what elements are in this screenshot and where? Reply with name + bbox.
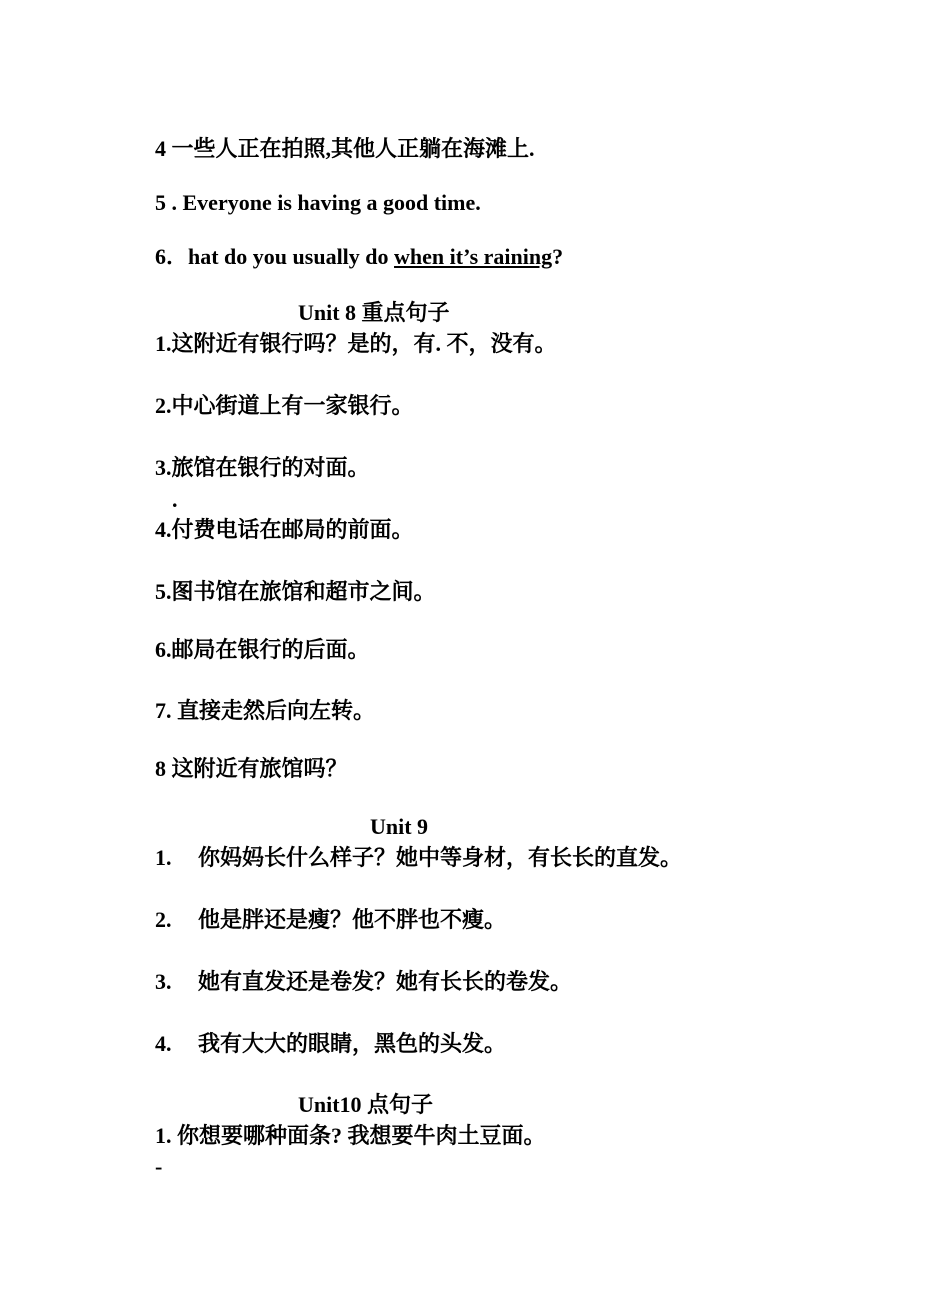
unit9-item-1 bbox=[155, 845, 682, 871]
unit9-item-2-num: 2. bbox=[155, 907, 172, 932]
unit9-item-4-text: 我有大大的眼睛，黑色的头发。 bbox=[198, 1031, 507, 1056]
unit9-item-1-num: 1. bbox=[155, 845, 172, 870]
unit8-item-5: 5.图书馆在旅馆和超市之间。 bbox=[155, 579, 436, 604]
sentence-u7-6-suffix: ? bbox=[552, 244, 564, 269]
unit8-item-1: 1.这附近有银行吗？是的，有. 不，没有。 bbox=[155, 331, 557, 356]
stray-dot: . bbox=[172, 487, 178, 512]
unit10-item-1: 1. 你想要哪种面条? 我想要牛肉土豆面。 bbox=[155, 1123, 546, 1148]
unit9-item-3-num: 3. bbox=[155, 969, 172, 994]
unit9-item-3-text: 她有直发还是卷发？她有长长的卷发。 bbox=[198, 969, 573, 994]
sentence-u7-5: 5 . Everyone is having a good time. bbox=[155, 190, 481, 215]
unit8-item-2: 2.中心街道上有一家银行。 bbox=[155, 393, 414, 418]
unit9-item-3 bbox=[155, 969, 572, 995]
unit8-title: Unit 8 重点句子 bbox=[298, 300, 450, 325]
unit9-item-1-text: 你妈妈长什么样子？她中等身材，有长长的直发。 bbox=[198, 845, 683, 870]
stray-dash: - bbox=[155, 1154, 163, 1179]
sentence-u7-6-prefix: 6．hat do you usually do bbox=[155, 244, 395, 269]
unit9-item-2 bbox=[155, 907, 506, 933]
unit10-title: Unit10 点句子 bbox=[298, 1092, 434, 1117]
unit9-title: Unit 9 bbox=[370, 814, 429, 839]
unit8-item-4: 4.付费电话在邮局的前面。 bbox=[155, 517, 414, 542]
sentence-u7-6 bbox=[155, 244, 563, 270]
unit9-item-2-text: 他是胖还是瘦？他不胖也不瘦。 bbox=[198, 907, 507, 932]
sentence-u7-6-underlined: when it’s raining bbox=[394, 244, 553, 269]
unit8-item-8: 8 这附近有旅馆吗？ bbox=[155, 756, 348, 781]
unit9-item-4 bbox=[155, 1031, 506, 1057]
unit8-item-6: 6.邮局在银行的后面。 bbox=[155, 637, 370, 662]
unit8-item-7: 7. 直接走然后向左转。 bbox=[155, 698, 376, 723]
sentence-u7-4: 4 一些人正在拍照,其他人正躺在海滩上. bbox=[155, 136, 535, 161]
unit9-item-4-num: 4. bbox=[155, 1031, 172, 1056]
unit8-item-3: 3.旅馆在银行的对面。 bbox=[155, 455, 370, 480]
